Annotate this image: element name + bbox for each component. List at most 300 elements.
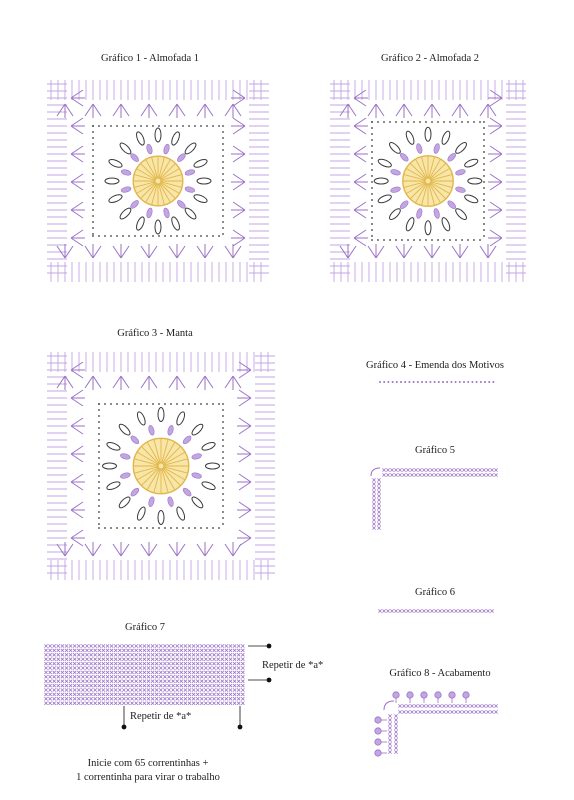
x-stitch: [184, 697, 187, 700]
x-stitch: [241, 644, 244, 647]
x-stitch: [147, 684, 150, 687]
x-stitch: [192, 697, 195, 700]
x-stitch: [57, 702, 60, 705]
chain-dot: [483, 133, 485, 135]
x-stitch: [81, 675, 84, 678]
x-stitch: [81, 680, 84, 683]
puff-stitch: [425, 127, 431, 141]
picot-top: [407, 692, 413, 698]
x-stitch: [200, 658, 203, 661]
x-stitch: [114, 671, 117, 674]
x-stitch: [372, 526, 375, 529]
x-stitch: [163, 697, 166, 700]
x-stitch: [184, 671, 187, 674]
chain-dot: [371, 239, 373, 241]
x-stitch: [172, 658, 175, 661]
x-stitch: [217, 658, 220, 661]
chain-dot: [222, 233, 224, 235]
x-stitch: [426, 473, 429, 476]
chain-dot: [176, 527, 178, 529]
chain-dot: [449, 121, 451, 123]
x-stitch: [176, 688, 179, 691]
chart-3-title: Gráfico 3 - Manta: [117, 328, 193, 339]
puff-stitch: [190, 495, 204, 509]
x-stitch: [176, 680, 179, 683]
x-stitch: [482, 710, 485, 713]
chain-dot: [188, 403, 190, 405]
chain-dot: [222, 403, 224, 405]
chain-dot: [152, 527, 154, 529]
chain-dot: [222, 167, 224, 169]
picot-top: [393, 692, 399, 698]
x-stitch: [122, 644, 125, 647]
x-stitch: [213, 702, 216, 705]
x-stitch: [196, 658, 199, 661]
x-stitch: [135, 653, 138, 656]
x-stitch: [450, 710, 453, 713]
chain-dot: [222, 505, 224, 507]
chain-dot: [222, 511, 224, 513]
x-stitch: [490, 710, 493, 713]
x-stitch: [394, 718, 397, 721]
x-stitch: [208, 653, 211, 656]
chain-dot: [492, 381, 494, 383]
chain-dot: [459, 381, 461, 383]
petal-stitch: [399, 152, 410, 163]
fan-stitch-left: [354, 146, 368, 162]
x-stitch: [57, 649, 60, 652]
x-stitch: [450, 473, 453, 476]
chain-dot: [483, 175, 485, 177]
petal-stitch: [433, 143, 440, 154]
x-stitch: [163, 671, 166, 674]
x-stitch: [167, 649, 170, 652]
x-stitch: [204, 684, 207, 687]
x-stitch: [81, 702, 84, 705]
puff-stitch: [135, 216, 146, 231]
x-stitch: [151, 649, 154, 652]
x-stitch: [208, 680, 211, 683]
x-stitch: [81, 662, 84, 665]
x-stitch: [200, 680, 203, 683]
x-stitch: [176, 671, 179, 674]
x-stitch: [241, 671, 244, 674]
x-stitch: [200, 671, 203, 674]
x-stitch: [372, 522, 375, 525]
x-stitch: [147, 644, 150, 647]
puff-stitch: [155, 220, 161, 234]
chain-dot: [429, 381, 431, 383]
x-stitch: [94, 688, 97, 691]
fan-stitch-bottom: [368, 244, 384, 258]
x-stitch: [49, 675, 52, 678]
fan-stitch-right: [237, 418, 251, 434]
x-stitch: [143, 666, 146, 669]
x-stitch: [61, 684, 64, 687]
puff-stitch: [106, 480, 121, 491]
chain-dot: [134, 125, 136, 127]
chain-dot: [446, 381, 448, 383]
seam-dots-chart-4: [378, 378, 494, 386]
x-stitch: [77, 680, 80, 683]
x-stitch: [155, 684, 158, 687]
chain-dot: [170, 403, 172, 405]
x-stitch: [184, 688, 187, 691]
x-stitch: [180, 702, 183, 705]
x-stitch: [225, 671, 228, 674]
fan-stitch-left: [71, 530, 85, 546]
fan-stitch-left: [354, 202, 368, 218]
repeat-marker-left: [122, 725, 127, 730]
x-stitch: [53, 693, 56, 696]
chain-dot: [110, 527, 112, 529]
x-stitch: [377, 486, 380, 489]
x-stitch: [122, 684, 125, 687]
chart-8-title: Gráfico 8 - Acabamento: [389, 668, 491, 679]
x-stitch: [147, 666, 150, 669]
x-stitch: [394, 609, 397, 612]
x-stitch: [102, 697, 105, 700]
x-stitch: [102, 671, 105, 674]
puff-stitch: [136, 411, 147, 426]
x-stitch: [73, 684, 76, 687]
x-stitch: [159, 684, 162, 687]
chain-dot: [98, 409, 100, 411]
x-stitch: [192, 688, 195, 691]
x-stitch: [159, 671, 162, 674]
x-stitch: [98, 684, 101, 687]
x-stitch: [241, 666, 244, 669]
x-stitch: [458, 710, 461, 713]
x-stitch: [208, 675, 211, 678]
x-stitch: [122, 697, 125, 700]
x-stitch: [135, 671, 138, 674]
x-stitch: [192, 653, 195, 656]
chain-dot: [222, 445, 224, 447]
x-stitch: [241, 649, 244, 652]
x-stitch: [241, 658, 244, 661]
x-stitch: [229, 649, 232, 652]
x-stitch: [135, 688, 138, 691]
x-stitch: [85, 675, 88, 678]
x-stitch: [69, 693, 72, 696]
x-stitch: [122, 675, 125, 678]
x-stitch: [151, 680, 154, 683]
x-stitch: [188, 662, 191, 665]
puff-stitch: [183, 206, 197, 220]
x-stitch: [73, 697, 76, 700]
x-stitch: [135, 702, 138, 705]
chain-dot: [483, 139, 485, 141]
start-instruction: [28, 757, 268, 785]
chain-dot: [467, 381, 469, 383]
x-stitch: [450, 468, 453, 471]
x-stitch: [388, 746, 391, 749]
chain-dot: [395, 121, 397, 123]
x-stitch: [139, 644, 142, 647]
chain-dot: [194, 403, 196, 405]
chain-dot: [92, 209, 94, 211]
x-stitch: [118, 649, 121, 652]
x-stitch: [118, 684, 121, 687]
chain-dot: [122, 125, 124, 127]
x-stitch: [192, 675, 195, 678]
puff-stitch: [108, 158, 123, 169]
x-stitch: [237, 644, 240, 647]
petal-stitch: [167, 496, 174, 507]
chain-dot: [164, 403, 166, 405]
x-stitch: [159, 702, 162, 705]
x-stitch: [61, 671, 64, 674]
x-stitch: [122, 649, 125, 652]
x-stitch: [151, 671, 154, 674]
x-stitch: [143, 702, 146, 705]
x-stitch: [414, 710, 417, 713]
x-stitch: [377, 526, 380, 529]
x-stitch: [159, 644, 162, 647]
x-stitch: [94, 658, 97, 661]
x-stitch: [233, 671, 236, 674]
x-stitch: [388, 722, 391, 725]
x-stitch: [196, 644, 199, 647]
chain-dot: [92, 131, 94, 133]
x-stitch: [106, 649, 109, 652]
x-stitch: [176, 693, 179, 696]
chain-dot: [200, 527, 202, 529]
chain-dot: [182, 527, 184, 529]
x-stitch: [430, 473, 433, 476]
fan-stitch-top: [141, 104, 157, 118]
chart-2-title: Gráfico 2 - Almofada 2: [381, 53, 479, 64]
x-stitch: [118, 666, 121, 669]
x-stitch: [106, 644, 109, 647]
x-stitch: [163, 662, 166, 665]
x-stitch: [229, 658, 232, 661]
x-stitch: [204, 702, 207, 705]
x-stitch: [233, 702, 236, 705]
x-stitch: [167, 693, 170, 696]
x-stitch: [426, 468, 429, 471]
chain-dot: [371, 163, 373, 165]
puff-stitch: [158, 408, 164, 422]
x-stitch: [180, 658, 183, 661]
x-stitch: [110, 671, 113, 674]
x-stitch: [398, 710, 401, 713]
chain-dot: [450, 381, 452, 383]
fan-stitch-bottom: [452, 244, 468, 258]
x-stitch: [204, 671, 207, 674]
x-stitch: [422, 473, 425, 476]
x-stitch: [372, 498, 375, 501]
x-stitch: [196, 688, 199, 691]
x-stitch: [94, 684, 97, 687]
x-stitch: [126, 675, 129, 678]
x-stitch: [57, 671, 60, 674]
chain-dot: [419, 121, 421, 123]
x-stitch: [81, 666, 84, 669]
petal-stitch: [148, 425, 155, 436]
x-stitch: [172, 680, 175, 683]
x-stitch: [49, 684, 52, 687]
x-stitch: [49, 658, 52, 661]
chain-dot: [455, 381, 457, 383]
chain-dot: [182, 125, 184, 127]
x-stitch: [143, 680, 146, 683]
x-stitch: [151, 688, 154, 691]
x-stitch: [81, 649, 84, 652]
x-stitch: [188, 688, 191, 691]
x-stitch: [151, 684, 154, 687]
x-stitch: [434, 710, 437, 713]
x-stitch: [386, 609, 389, 612]
x-stitch: [155, 675, 158, 678]
x-stitch: [81, 684, 84, 687]
x-stitch: [65, 684, 68, 687]
x-stitch: [61, 693, 64, 696]
chain-dot: [404, 381, 406, 383]
x-stitch: [57, 666, 60, 669]
x-stitch: [474, 609, 477, 612]
x-stitch: [139, 684, 142, 687]
x-stitch: [44, 697, 47, 700]
x-stitch: [422, 468, 425, 471]
corner-chain: [371, 468, 380, 476]
x-stitch: [394, 473, 397, 476]
x-stitch: [155, 697, 158, 700]
chain-dot: [371, 133, 373, 135]
chain-dot: [400, 381, 402, 383]
x-stitch: [159, 666, 162, 669]
x-stitch: [172, 644, 175, 647]
puff-stitch: [468, 178, 482, 184]
chain-dot: [421, 381, 423, 383]
x-stitch: [180, 671, 183, 674]
x-stitch: [426, 710, 429, 713]
x-stitch: [98, 649, 101, 652]
x-stitch: [172, 675, 175, 678]
chain-dot: [128, 235, 130, 237]
x-stitch: [102, 649, 105, 652]
x-stitch: [65, 649, 68, 652]
chain-dot: [222, 215, 224, 217]
x-stitch: [147, 675, 150, 678]
x-stitch: [372, 490, 375, 493]
x-stitch: [446, 710, 449, 713]
chain-dot: [182, 235, 184, 237]
x-stitch: [163, 649, 166, 652]
x-stitch: [233, 688, 236, 691]
fan-stitch-bottom: [197, 244, 213, 258]
fan-stitch-top: [113, 104, 129, 118]
x-stitch: [159, 658, 162, 661]
x-stitch: [225, 666, 228, 669]
x-stitch: [442, 473, 445, 476]
x-stitch: [81, 658, 84, 661]
x-stitch: [398, 609, 401, 612]
chain-dot: [371, 205, 373, 207]
chain-dot: [170, 125, 172, 127]
x-stitch: [131, 684, 134, 687]
x-stitch: [65, 702, 68, 705]
x-stitch: [233, 649, 236, 652]
x-stitch: [414, 473, 417, 476]
x-stitch: [110, 697, 113, 700]
x-stitch: [106, 693, 109, 696]
x-stitch: [241, 662, 244, 665]
x-stitch: [159, 680, 162, 683]
x-stitch: [188, 666, 191, 669]
x-stitch: [482, 473, 485, 476]
x-stitch: [213, 662, 216, 665]
x-stitch: [241, 697, 244, 700]
chain-dot: [98, 403, 100, 405]
fan-stitch-right: [237, 502, 251, 518]
x-stitch: [172, 653, 175, 656]
chain-dot: [200, 403, 202, 405]
x-stitch: [94, 666, 97, 669]
chain-dot: [194, 527, 196, 529]
x-stitch: [176, 697, 179, 700]
chain-dot: [98, 523, 100, 525]
x-stitch: [114, 649, 117, 652]
x-stitch: [406, 473, 409, 476]
x-stitch: [213, 688, 216, 691]
x-stitch: [486, 468, 489, 471]
chain-dot: [92, 143, 94, 145]
x-stitch: [159, 675, 162, 678]
x-stitch: [188, 658, 191, 661]
chain-dot: [222, 439, 224, 441]
chain-dot: [463, 381, 465, 383]
fan-stitch-top: [169, 376, 185, 390]
x-stitch: [65, 662, 68, 665]
x-stitch: [102, 675, 105, 678]
x-stitch: [98, 662, 101, 665]
x-stitch: [106, 675, 109, 678]
x-stitch: [377, 506, 380, 509]
x-stitch: [221, 702, 224, 705]
x-stitch: [53, 688, 56, 691]
fan-stitch-top: [169, 104, 185, 118]
x-stitch: [414, 468, 417, 471]
chain-dot: [461, 121, 463, 123]
x-stitch: [225, 662, 228, 665]
x-stitch: [184, 684, 187, 687]
puff-stitch: [170, 131, 181, 146]
x-stitch: [204, 693, 207, 696]
x-stitch: [184, 644, 187, 647]
x-stitch: [73, 649, 76, 652]
x-stitch: [122, 688, 125, 691]
x-stitch: [470, 468, 473, 471]
x-stitch: [490, 473, 493, 476]
x-stitch: [192, 658, 195, 661]
x-stitch: [118, 680, 121, 683]
x-stitch: [241, 684, 244, 687]
chain-dot: [389, 239, 391, 241]
chain-dot: [222, 227, 224, 229]
chain-dot: [371, 223, 373, 225]
picot-left: [375, 717, 381, 723]
chain-dot: [222, 185, 224, 187]
puff-stitch: [105, 178, 119, 184]
x-stitch: [176, 658, 179, 661]
x-stitch: [213, 675, 216, 678]
x-stitch: [466, 473, 469, 476]
x-stitch: [135, 662, 138, 665]
x-stitch: [377, 522, 380, 525]
corner-chart-5: [368, 466, 502, 534]
